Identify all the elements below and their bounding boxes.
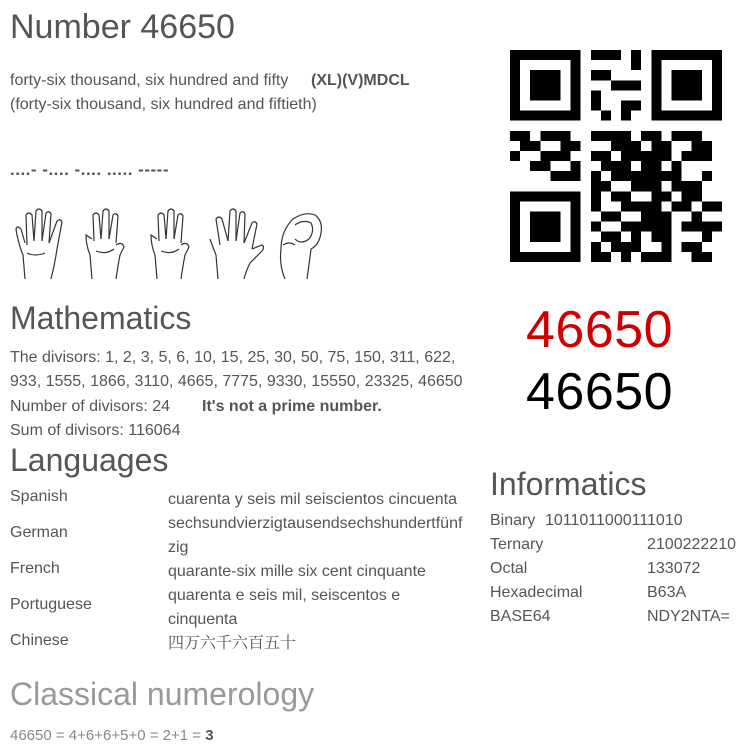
info-row-hexadecimal [490,584,687,602]
language-value: quarante-six mille six cent cinquante [168,563,426,580]
language-name: German [10,524,68,541]
info-label: BASE64 [490,608,551,625]
language-value: cuarenta y seis mil seiscientos cincuenta [168,491,458,508]
language-value-line-1: quarenta e seis mil, seiscentos e [168,587,401,604]
languages-heading: Languages [10,442,169,478]
language-name: Chinese [10,632,69,649]
divisors-line-1: The divisors: 1, 2, 3, 5, 6, 10, 15, 25, 30, 50, 75, 150, 311, 622, [10,349,456,366]
morse-code: ....- -.... -.... ..... ----- [10,160,169,179]
numerology-formula [10,727,214,744]
info-row-octal [490,560,701,578]
info-row-base64 [490,608,730,626]
info-row-ternary [490,536,736,554]
sign-language-hands [10,205,335,281]
hand-six-icon [140,205,202,281]
qr-code-icon [510,50,722,262]
info-value: 133072 [647,560,701,577]
hand-five-icon [205,205,267,281]
language-name: French [10,560,60,577]
numerology-sum: 46650 = 4+6+6+5+0 = 2+1 = [10,727,206,744]
hand-zero-icon [270,205,332,281]
info-value: NDY2NTA= [647,608,730,625]
big-number-black: 46650 [526,363,674,421]
number-in-words: forty-six thousand, six hundred and fifty [10,72,289,89]
info-value: 2100222210 [647,536,736,553]
hand-six-icon [75,205,137,281]
info-label: Octal [490,560,528,577]
language-value-line-2: cinquenta [168,611,238,628]
hand-four-icon [10,205,72,281]
big-number-red: 46650 [526,301,674,359]
ordinal-words: (forty-six thousand, six hundred and fiftieth) [10,96,317,113]
info-label: Hexadecimal [490,584,583,601]
roman-numeral: (XL)(V)MDCL [311,72,410,89]
language-value: 四万六千六百五十 [168,635,297,652]
language-name: Spanish [10,488,68,505]
info-value: 1011011000111010 [545,512,683,529]
numerology-result: 3 [205,727,214,744]
page-title: Number 46650 [10,8,235,46]
prime-note: It's not a prime number. [202,398,382,415]
info-label: Binary [490,512,536,529]
language-name: Portuguese [10,596,92,613]
language-value-line-1: sechsundvierzigtausendsechshundertfünf [168,515,463,532]
number-of-divisors: Number of divisors: 24 [10,398,171,415]
info-label: Ternary [490,536,544,553]
sum-of-divisors: Sum of divisors: 116064 [10,422,181,439]
mathematics-heading: Mathematics [10,300,192,336]
info-row-binary [490,512,683,530]
numerology-heading: Classical numerology [10,676,315,712]
info-value: B63A [647,584,687,601]
divisors-line-2: 933, 1555, 1866, 3110, 4665, 7775, 9330, 15550, 23325, 46650 [10,373,463,390]
informatics-heading: Informatics [490,466,647,502]
language-value-line-2: zig [168,539,189,556]
